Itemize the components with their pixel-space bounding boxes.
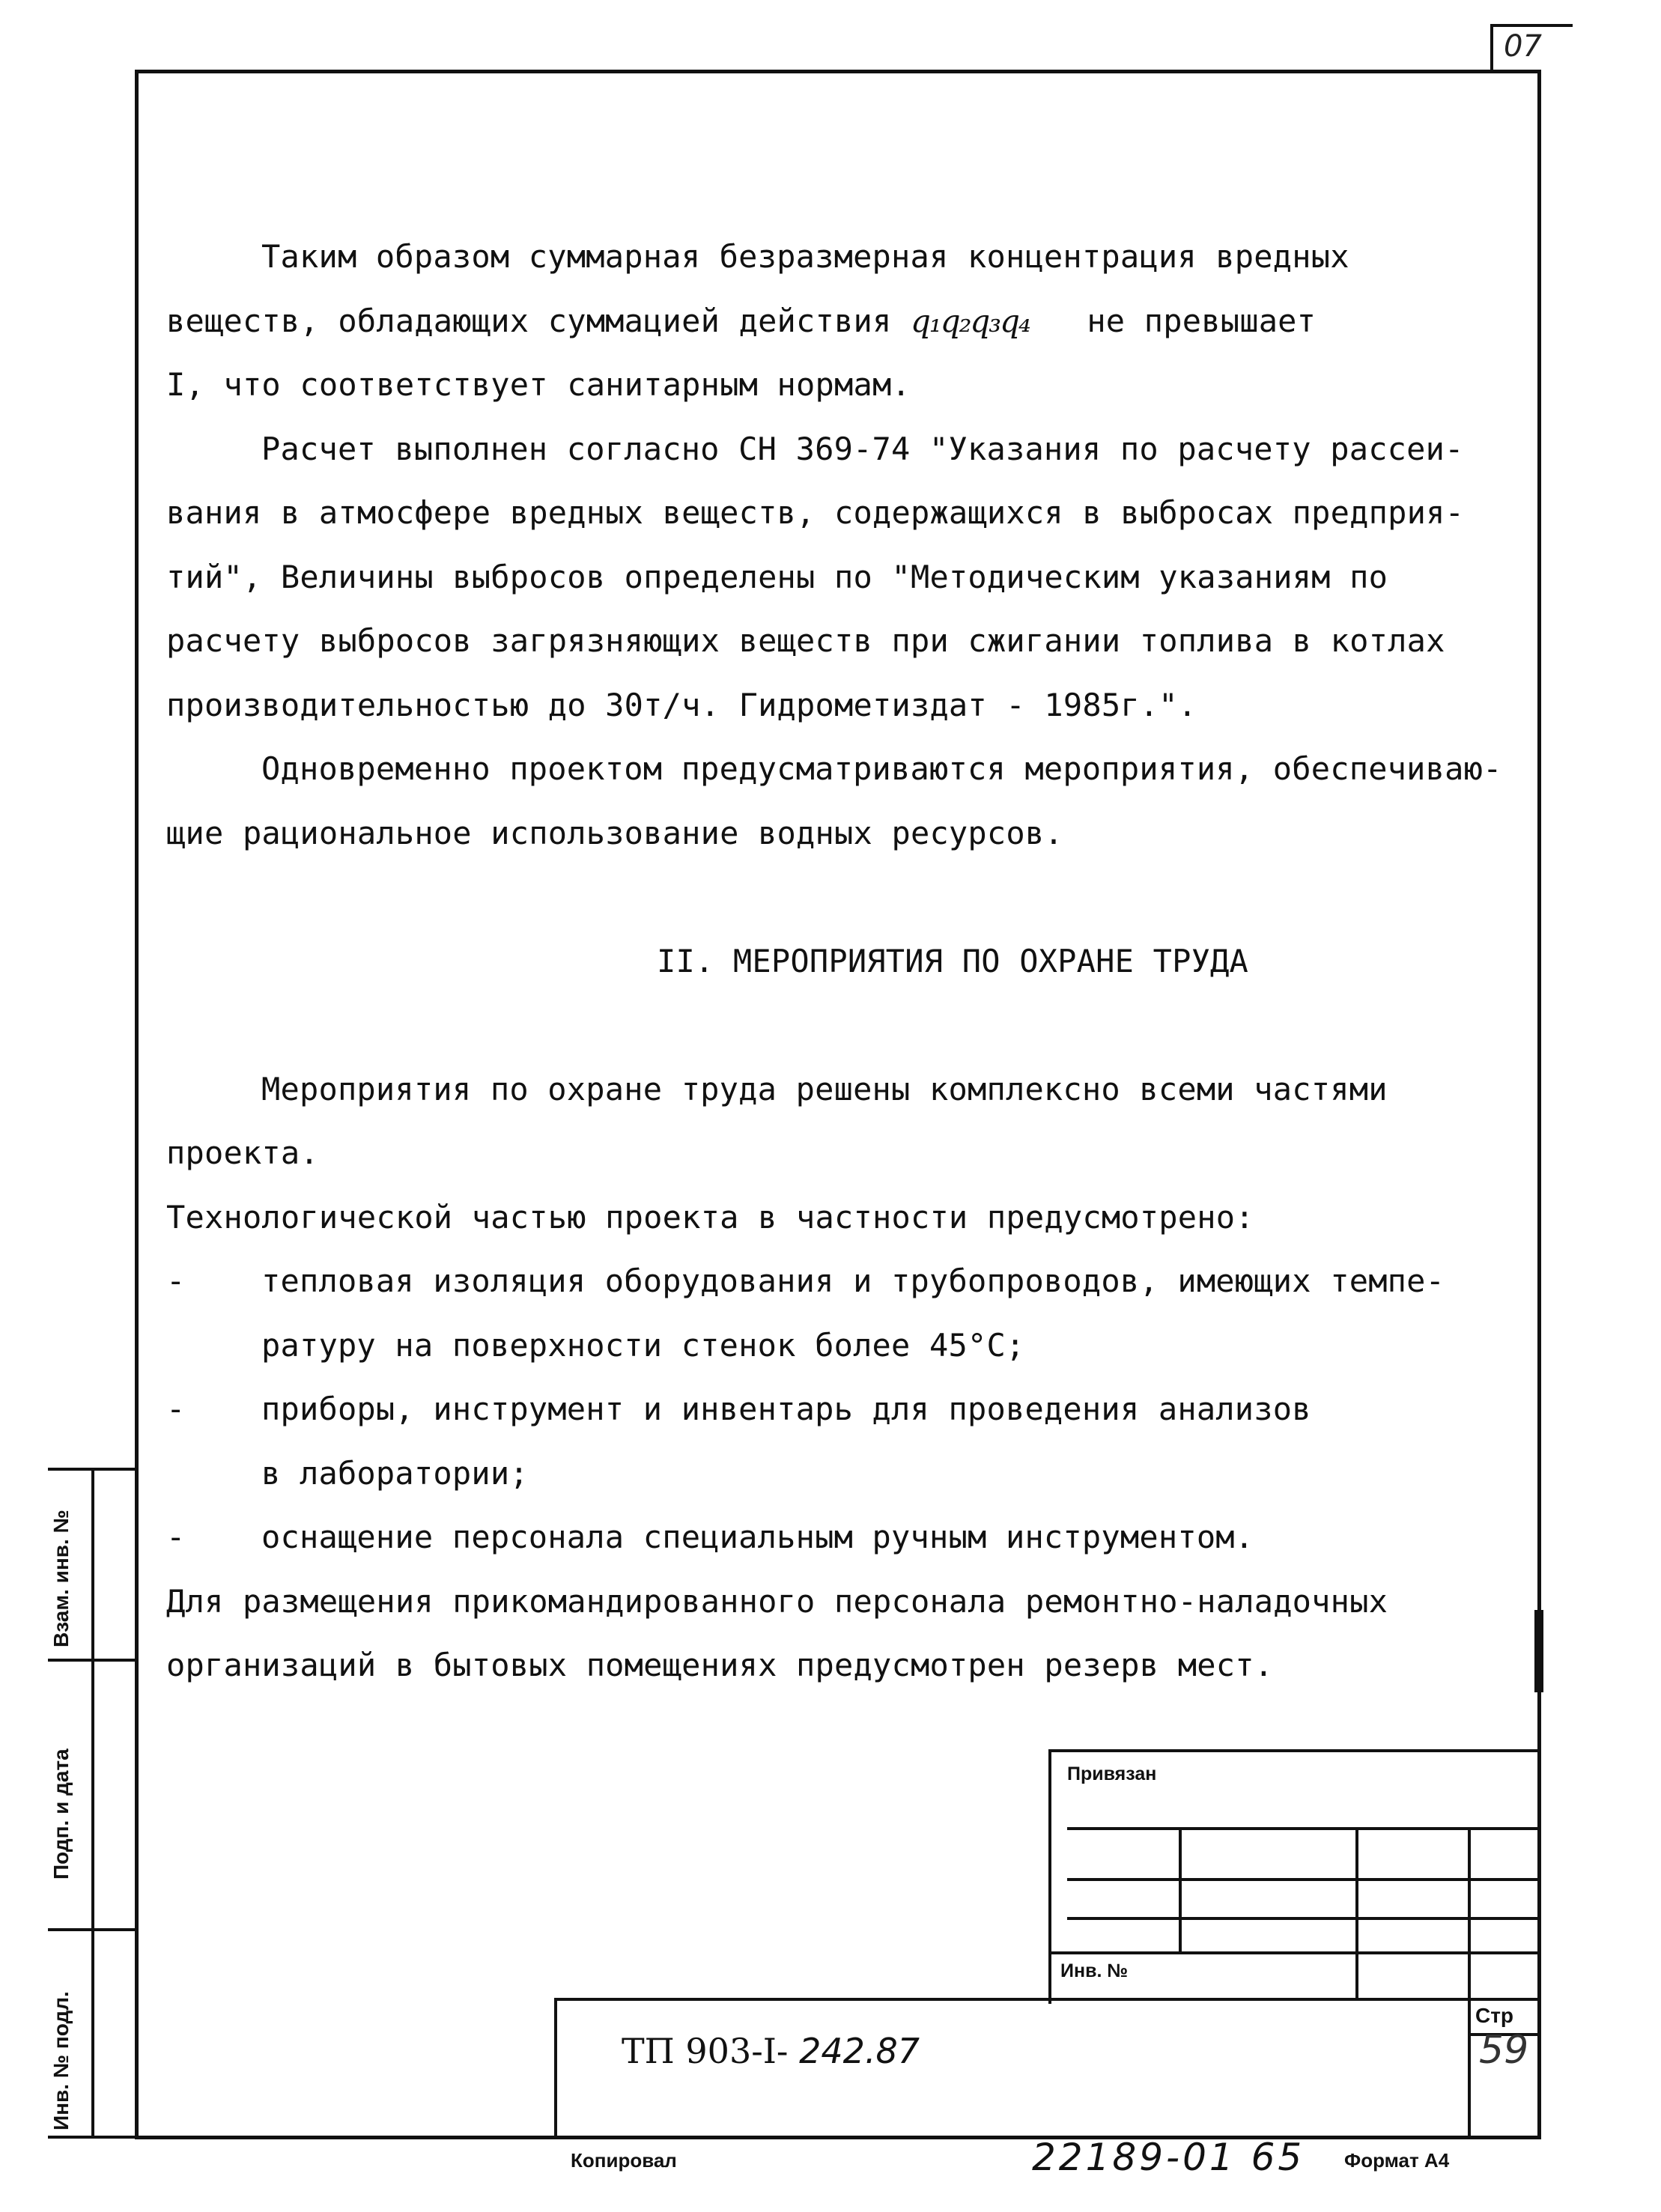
title-block-line: [1048, 1749, 1541, 1752]
title-block-line: [1355, 1827, 1358, 2001]
list-dash: -: [166, 1519, 186, 1555]
stamp-divider: [91, 1468, 94, 2136]
list-dash: -: [166, 1263, 186, 1299]
title-block-line: [554, 1998, 557, 2136]
list-item: [166, 1505, 1514, 1570]
stamp-line: [48, 1659, 135, 1662]
paragraph-line: тий", Величины выбросов определены по "Методическим указаниям по: [166, 558, 1388, 595]
paragraph-line: [166, 289, 1514, 353]
list-item-continuation: в лаборатории;: [261, 1454, 529, 1492]
page-label: Стр: [1475, 2004, 1514, 2027]
document-body: [166, 225, 1514, 1698]
paragraph-line: Для размещения прикомандированного персонала ремонтно-наладочных: [166, 1582, 1388, 1620]
page-number: 59: [1479, 2028, 1529, 2073]
stamp-line: [48, 1468, 135, 1471]
list-item-text: оснащение персонала специальным ручным инструментом.: [261, 1519, 1254, 1555]
list-dash: -: [166, 1391, 186, 1427]
text-span: не превышает: [1029, 302, 1317, 339]
paragraph-line: расчету выбросов загрязняющих веществ при сжигании топлива в котлах: [166, 622, 1445, 659]
list-item: [166, 1249, 1514, 1313]
title-block-line: [554, 1998, 1541, 2001]
stamp-inv-podl: Инв. № подл.: [49, 1991, 73, 2130]
doc-code-handwritten: 242.87: [799, 2031, 920, 2071]
corner-number: 07: [1490, 24, 1573, 71]
privyazan-label: Привязан: [1067, 1763, 1157, 1784]
stamp-podp-data: Подп. и дата: [49, 1748, 73, 1880]
frame-bottom-line: [135, 2136, 1541, 2139]
paragraph-line: организаций в бытовых помещениях предусмотрен резерв мест.: [166, 1647, 1274, 1683]
paragraph-line: вания в атмосфере вредных веществ, содержащихся в выбросах предприя-: [166, 494, 1465, 531]
substance-symbols: q₁q₂q₃q₄: [910, 302, 1030, 339]
section-heading: II. МЕРОПРИЯТИЯ ПО ОХРАНЕ ТРУДА: [656, 942, 1249, 979]
title-block-line: [1179, 1827, 1182, 1951]
list-item: [166, 1377, 1514, 1441]
stamp-line: [48, 1928, 135, 1931]
title-block-line: [1468, 1827, 1471, 2001]
paragraph-line: I, что соответствует санитарным нормам.: [166, 366, 911, 403]
inv-no-label: Инв. №: [1060, 1960, 1129, 1981]
title-block-line: [1048, 1749, 1051, 2004]
paragraph-line: проекта.: [166, 1134, 319, 1171]
archive-number: 22189-01 65: [1032, 2136, 1305, 2179]
paragraph-line: Одновременно проектом предусматриваются мероприятия, обеспечиваю-: [261, 750, 1502, 787]
copied-label: Копировал: [571, 2149, 677, 2172]
paragraph-line: Мероприятия по охране труда решены комплексно всеми частями: [261, 1070, 1388, 1107]
paragraph-line: Технологической частью проекта в частности предусмотрено:: [166, 1198, 1254, 1236]
paragraph-line: щие рациональное использование водных ресурсов.: [166, 814, 1063, 851]
stamp-vzam-inv: Взам. инв. №: [49, 1510, 73, 1647]
paragraph-line: Расчет выполнен согласно СН 369-74 "Указания по расчету рассеи-: [261, 430, 1464, 467]
list-item-text: тепловая изоляция оборудования и трубопроводов, имеющих темпе-: [261, 1263, 1445, 1299]
document-code: [622, 2031, 920, 2071]
edge-mark: [1534, 1610, 1543, 1692]
paragraph-line: производительностью до 30т/ч. Гидрометиздат - 1985г.".: [166, 686, 1197, 723]
doc-code-typed: ТП 903-I-: [622, 2031, 800, 2071]
title-block-line: [1468, 1998, 1471, 2136]
stamp-line: [48, 2136, 135, 2139]
list-item-text: приборы, инструмент и инвентарь для проведения анализов: [261, 1391, 1311, 1427]
paragraph-line: Таким образом суммарная безразмерная концентрация вредных: [261, 238, 1349, 275]
format-label: Формат А4: [1344, 2149, 1450, 2172]
text-span: веществ, обладающих суммацией действия: [166, 302, 911, 339]
list-item-continuation: ратуру на поверхности стенок более 45°С;: [261, 1326, 1025, 1364]
